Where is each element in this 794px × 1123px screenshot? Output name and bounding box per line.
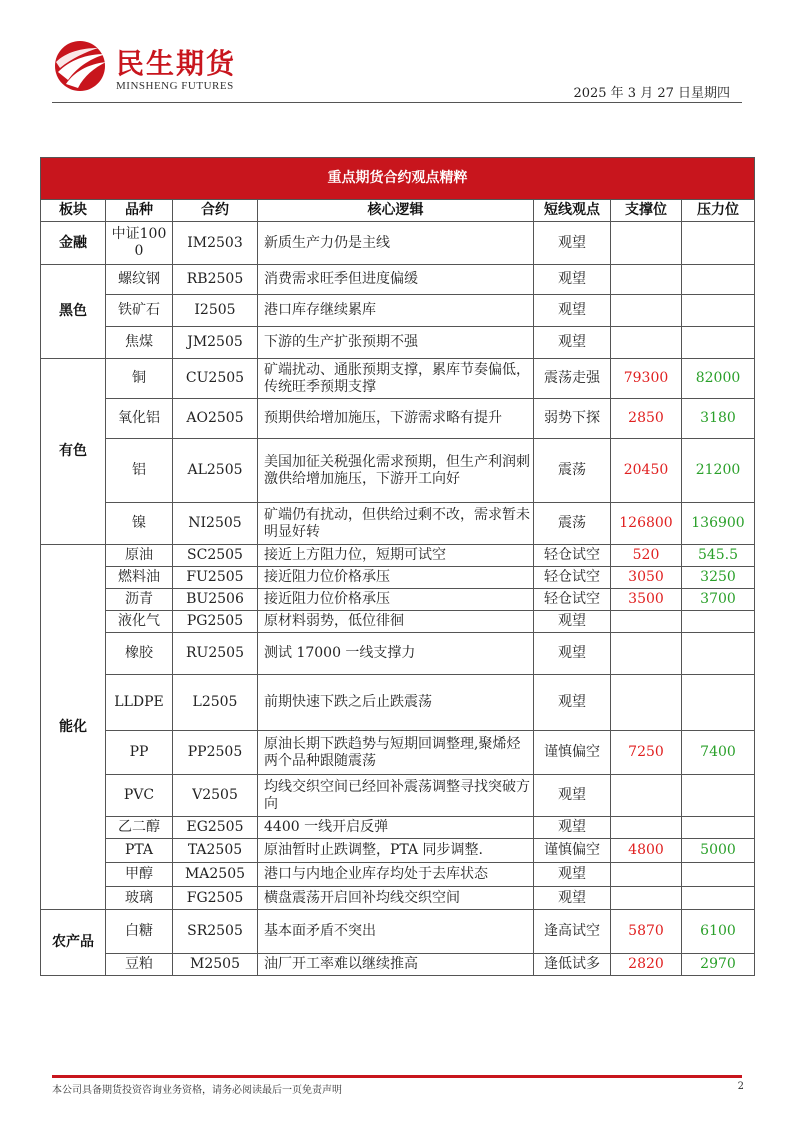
contract-cell: SC2505 <box>173 545 258 567</box>
contract-cell: I2505 <box>173 295 258 327</box>
resistance-cell <box>682 265 755 295</box>
view-cell: 观望 <box>534 222 611 265</box>
support-cell <box>611 222 682 265</box>
view-cell: 观望 <box>534 295 611 327</box>
contract-cell: PG2505 <box>173 611 258 633</box>
page-number: 2 <box>737 1081 744 1092</box>
product-cell: PVC <box>106 775 173 817</box>
support-cell <box>611 675 682 731</box>
product-cell: 燃料油 <box>106 567 173 589</box>
contract-cell: FG2505 <box>173 887 258 910</box>
product-cell: 橡胶 <box>106 633 173 675</box>
logic-cell: 消费需求旺季但进度偏缓 <box>258 265 534 295</box>
resistance-cell <box>682 222 755 265</box>
logic-cell: 下游的生产扩张预期不强 <box>258 327 534 359</box>
view-cell: 谨慎偏空 <box>534 731 611 775</box>
resistance-cell: 6100 <box>682 910 755 954</box>
support-cell: 4800 <box>611 839 682 863</box>
table-row <box>41 545 755 567</box>
logic-cell: 基本面矛盾不突出 <box>258 910 534 954</box>
view-cell: 震荡 <box>534 503 611 545</box>
support-cell: 5870 <box>611 910 682 954</box>
logic-cell: 原油长期下跌趋势与短期回调整理,聚烯烃两个品种跟随震荡 <box>258 731 534 775</box>
view-cell: 观望 <box>534 887 611 910</box>
col-header-contract: 合约 <box>173 200 258 222</box>
view-cell: 轻仓试空 <box>534 567 611 589</box>
product-cell: 玻璃 <box>106 887 173 910</box>
minsheng-logo-icon <box>52 40 108 92</box>
brand-name-en: MINSHENG FUTURES <box>116 80 234 92</box>
table-row <box>41 567 755 589</box>
resistance-cell: 3250 <box>682 567 755 589</box>
support-cell: 3500 <box>611 589 682 611</box>
resistance-cell <box>682 887 755 910</box>
table-row <box>41 954 755 976</box>
resistance-cell: 5000 <box>682 839 755 863</box>
logic-cell: 港口库存继续累库 <box>258 295 534 327</box>
resistance-cell: 3180 <box>682 399 755 439</box>
col-header-view: 短线观点 <box>534 200 611 222</box>
report-date: 2025 年 3 月 27 日星期四 <box>573 86 730 101</box>
view-cell: 弱势下探 <box>534 399 611 439</box>
support-cell: 20450 <box>611 439 682 503</box>
support-cell <box>611 863 682 887</box>
table-row <box>41 887 755 910</box>
view-cell: 震荡走强 <box>534 359 611 399</box>
product-cell: LLDPE <box>106 675 173 731</box>
support-cell: 79300 <box>611 359 682 399</box>
table-header-row <box>41 200 755 222</box>
table-row <box>41 399 755 439</box>
resistance-cell <box>682 611 755 633</box>
contract-cell: JM2505 <box>173 327 258 359</box>
contract-cell: V2505 <box>173 775 258 817</box>
resistance-cell: 3700 <box>682 589 755 611</box>
col-header-support: 支撑位 <box>611 200 682 222</box>
support-cell <box>611 295 682 327</box>
table-row <box>41 731 755 775</box>
col-header-logic: 核心逻辑 <box>258 200 534 222</box>
logic-cell: 前期快速下跌之后止跌震荡 <box>258 675 534 731</box>
logic-cell: 港口与内地企业库存均处于去库状态 <box>258 863 534 887</box>
footer-disclaimer: 本公司具备期货投资咨询业务资格，请务必阅读最后一页免责声明 <box>52 1085 342 1096</box>
table-row <box>41 910 755 954</box>
table-row <box>41 503 755 545</box>
contract-cell: NI2505 <box>173 503 258 545</box>
resistance-cell <box>682 327 755 359</box>
contract-cell: EG2505 <box>173 817 258 839</box>
sector-cell: 能化 <box>41 545 106 910</box>
table-row <box>41 633 755 675</box>
resistance-cell: 82000 <box>682 359 755 399</box>
contract-cell: RB2505 <box>173 265 258 295</box>
logic-cell: 油厂开工率难以继续推高 <box>258 954 534 976</box>
contract-cell: TA2505 <box>173 839 258 863</box>
view-cell: 震荡 <box>534 439 611 503</box>
product-cell: PP <box>106 731 173 775</box>
support-cell <box>611 887 682 910</box>
contract-cell: MA2505 <box>173 863 258 887</box>
logic-cell: 接近上方阻力位，短期可试空 <box>258 545 534 567</box>
table-row <box>41 611 755 633</box>
view-cell: 观望 <box>534 611 611 633</box>
view-cell: 谨慎偏空 <box>534 839 611 863</box>
page-header <box>0 0 794 104</box>
support-cell: 3050 <box>611 567 682 589</box>
table-row <box>41 222 755 265</box>
contract-cell: L2505 <box>173 675 258 731</box>
contract-cell: AL2505 <box>173 439 258 503</box>
view-cell: 观望 <box>534 633 611 675</box>
support-cell <box>611 327 682 359</box>
logic-cell: 预期供给增加施压，下游需求略有提升 <box>258 399 534 439</box>
contract-cell: BU2506 <box>173 589 258 611</box>
support-cell: 7250 <box>611 731 682 775</box>
view-cell: 观望 <box>534 327 611 359</box>
resistance-cell <box>682 775 755 817</box>
col-header-product: 品种 <box>106 200 173 222</box>
product-cell: 甲醇 <box>106 863 173 887</box>
table-row <box>41 863 755 887</box>
logic-cell: 均线交织空间已经回补震荡调整寻找突破方向 <box>258 775 534 817</box>
contract-cell: FU2505 <box>173 567 258 589</box>
product-cell: 沥青 <box>106 589 173 611</box>
product-cell: 白糖 <box>106 910 173 954</box>
product-cell: PTA <box>106 839 173 863</box>
product-cell: 铝 <box>106 439 173 503</box>
contract-cell: CU2505 <box>173 359 258 399</box>
resistance-cell <box>682 295 755 327</box>
contract-cell: M2505 <box>173 954 258 976</box>
support-cell <box>611 817 682 839</box>
table-row <box>41 675 755 731</box>
logic-cell: 横盘震荡开启回补均线交织空间 <box>258 887 534 910</box>
logic-cell: 4400 一线开启反弹 <box>258 817 534 839</box>
support-cell: 520 <box>611 545 682 567</box>
product-cell: 原油 <box>106 545 173 567</box>
footer-divider <box>52 1075 742 1078</box>
sector-cell: 有色 <box>41 359 106 545</box>
view-cell: 轻仓试空 <box>534 545 611 567</box>
view-cell: 观望 <box>534 675 611 731</box>
sector-cell: 黑色 <box>41 265 106 359</box>
product-cell: 螺纹钢 <box>106 265 173 295</box>
logic-cell: 原油暂时止跌调整，PTA 同步调整. <box>258 839 534 863</box>
contract-cell: SR2505 <box>173 910 258 954</box>
support-cell <box>611 633 682 675</box>
contract-cell: RU2505 <box>173 633 258 675</box>
table-row <box>41 265 755 295</box>
resistance-cell <box>682 863 755 887</box>
product-cell: 氧化铝 <box>106 399 173 439</box>
view-cell: 观望 <box>534 265 611 295</box>
logic-cell: 原材料弱势，低位徘徊 <box>258 611 534 633</box>
product-cell: 焦煤 <box>106 327 173 359</box>
product-cell: 液化气 <box>106 611 173 633</box>
view-cell: 逢高试空 <box>534 910 611 954</box>
table-row <box>41 439 755 503</box>
resistance-cell <box>682 633 755 675</box>
col-header-sector: 板块 <box>41 200 106 222</box>
table-row <box>41 327 755 359</box>
logic-cell: 矿端仍有扰动，但供给过剩不改，需求暂未明显好转 <box>258 503 534 545</box>
resistance-cell <box>682 817 755 839</box>
support-cell <box>611 775 682 817</box>
support-cell: 2820 <box>611 954 682 976</box>
table-row <box>41 775 755 817</box>
product-cell: 铜 <box>106 359 173 399</box>
resistance-cell: 545.5 <box>682 545 755 567</box>
resistance-cell: 7400 <box>682 731 755 775</box>
contract-cell: AO2505 <box>173 399 258 439</box>
logic-cell: 美国加征关税强化需求预期，但生产利润刺激供给增加施压，下游开工向好 <box>258 439 534 503</box>
header-divider <box>52 102 742 103</box>
support-cell: 2850 <box>611 399 682 439</box>
logic-cell: 测试 17000 一线支撑力 <box>258 633 534 675</box>
support-cell <box>611 265 682 295</box>
brand-name-cn: 民生期货 <box>116 47 237 80</box>
logic-cell: 新质生产力仍是主线 <box>258 222 534 265</box>
product-cell: 铁矿石 <box>106 295 173 327</box>
futures-view-table <box>40 157 755 976</box>
col-header-resistance: 压力位 <box>682 200 755 222</box>
view-cell: 观望 <box>534 863 611 887</box>
logic-cell: 接近阻力位价格承压 <box>258 567 534 589</box>
sector-cell: 金融 <box>41 222 106 265</box>
support-cell <box>611 611 682 633</box>
view-cell: 观望 <box>534 775 611 817</box>
table-title: 重点期货合约观点精粹 <box>41 158 755 200</box>
view-cell: 逢低试多 <box>534 954 611 976</box>
sector-cell: 农产品 <box>41 910 106 976</box>
table-row <box>41 817 755 839</box>
resistance-cell <box>682 675 755 731</box>
table-row <box>41 589 755 611</box>
logic-cell: 矿端扰动、通胀预期支撑，累库节奏偏低，传统旺季预期支撑 <box>258 359 534 399</box>
product-cell: 中证1000 <box>106 222 173 265</box>
contract-cell: IM2503 <box>173 222 258 265</box>
support-cell: 126800 <box>611 503 682 545</box>
logic-cell: 接近阻力位价格承压 <box>258 589 534 611</box>
product-cell: 豆粕 <box>106 954 173 976</box>
resistance-cell: 136900 <box>682 503 755 545</box>
product-cell: 镍 <box>106 503 173 545</box>
resistance-cell: 2970 <box>682 954 755 976</box>
table-row <box>41 295 755 327</box>
view-cell: 轻仓试空 <box>534 589 611 611</box>
view-cell: 观望 <box>534 817 611 839</box>
contract-cell: PP2505 <box>173 731 258 775</box>
resistance-cell: 21200 <box>682 439 755 503</box>
table-row <box>41 839 755 863</box>
table-row <box>41 359 755 399</box>
product-cell: 乙二醇 <box>106 817 173 839</box>
